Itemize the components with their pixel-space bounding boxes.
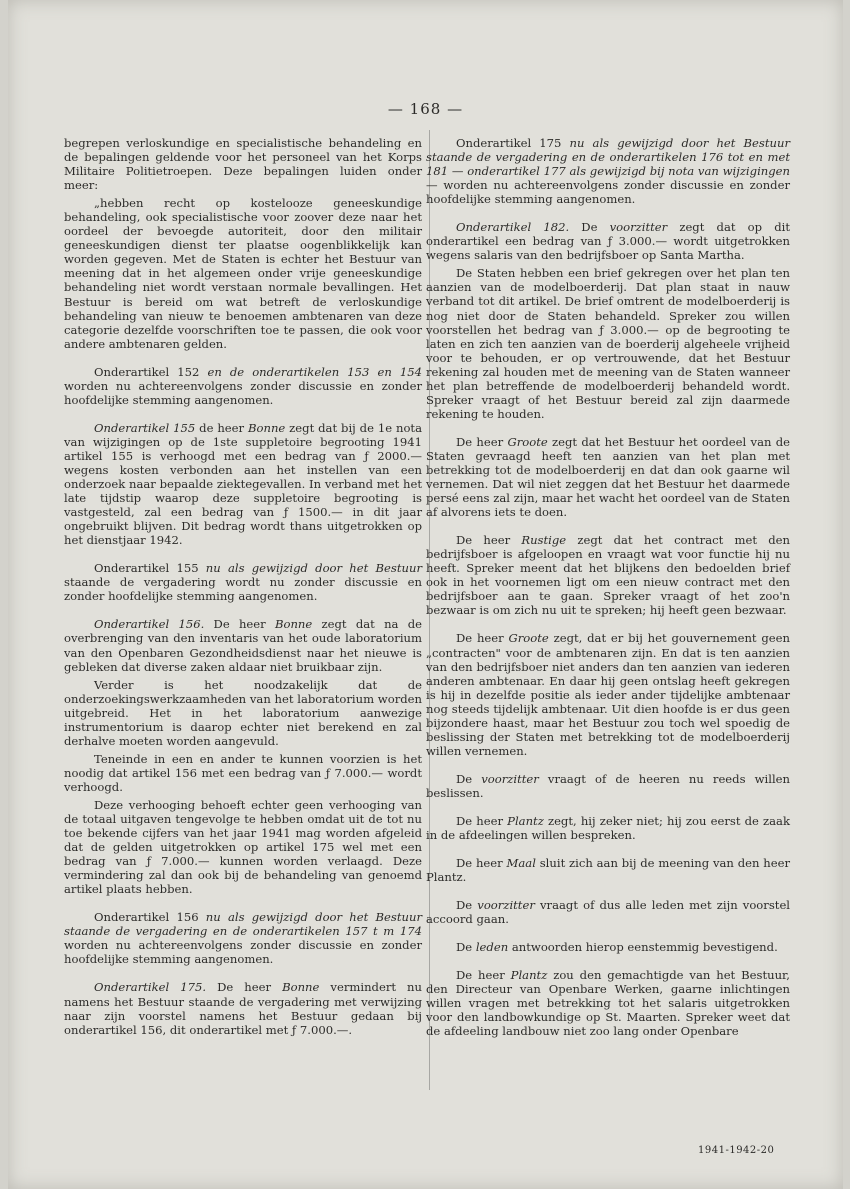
paragraph: De leden antwoorden hierop eenstemmig bevestigend.: [456, 940, 778, 955]
paragraph: Onderartikel 152 en de onderartikelen 153 en 154 worden nu achtereenvolgens zonder discussie en zonder hoofdelijke stemming aangenomen.: [64, 364, 422, 407]
paragraph: De heer Rustige zegt dat het contract met den bedrijfsboer is afgeloopen en vraagt wat voor functie hij nu heeft. Spreker meent dat het blijkens den bedoelden brief ook in het voornemen ligt om een nieuw contract met den bedrijfsboer aan te gaan. Spreker vraagt of het zoo'n bezwaar is om zich nu uit te spreken; hij heeft geen bezwaar.: [426, 533, 790, 618]
footer-code: 1941-1942-20: [698, 1145, 775, 1156]
paragraph: Onderartikel 155 de heer Bonne zegt dat bij de 1e nota van wijzigingen op de 1ste suppletoire begrooting 1941 artikel 155 is verhoogd met een bedrag van ƒ 2000.— wegens kosten verbonden aan het instellen van een onderzoek naar bepaalde ziektegevallen. In verband met het late tijdstip waarop deze suppletoire begrooting is vastgesteld, zal een bedrag van ƒ 1500.— in dit jaar ongebruikt blijven. Dit bedrag wordt thans uitgetrokken op het dienstjaar 1942.: [64, 420, 423, 548]
paragraph: De heer Plantz zegt, hij zeker niet; hij zou eerst de zaak in de afdeelingen willen bespreken.: [426, 813, 790, 843]
paragraph: Onderartikel 182. De voorzitter zegt dat op dit onderartikel een bedrag van ƒ 3.000.— wordt uitgetrokken wegens salaris van den bedrijfsboer op Santa Martha.: [426, 220, 790, 263]
paragraph: De heer Groote zegt, dat er bij het gouvernement geen „contracten" voor de ambtenaren zijn. En dat is ten aanzien van den bedrijfsboer niet anders dan ten aanzien van iederen anderen ambtenaar. En daar hij geen ontslag heeft gekregen is hij in dezelfde positie als ieder ander tijdelijke ambtenaar nog steeds tijdelijk ambtenaar. Uit dien hoofde is er dus geen bijzondere haast, maar het Bestuur zou toch wel spoedig de beslissing der Staten met betrekking tot de modelboerderij willen vernemen.: [426, 631, 790, 758]
paragraph: Onderartikel 156 nu als gewijzigd door het Bestuur staande de vergadering en de onderartikelen 157 t m 174 worden nu achtereenvolgens zonder discussie en zonder hoofdelijke stemming aangenomen.: [64, 910, 422, 967]
right-column: [426, 136, 790, 1043]
paragraph: „hebben recht op kostelooze geneeskundige behandeling, ook specialistische voor zoover deze naar het oordeel der bevoegde autoriteit, door den militair geneeskundigen dienst ter plaatse oogenblikkelijk kan worden gegeven. Met de Staten is echter het Bestuur van meening dat in het algemeen onder vrije geneeskundige behandeling niet wordt verstaan normale bevallingen. Het Bestuur is bereid om wat betreft de verloskundige behandeling van nieuw te benoemen ambtenaren van deze categorie dezelfde voorschriften toe te passen, die ook voor andere ambtenaren gelden.: [64, 196, 422, 351]
left-column: [64, 136, 422, 1041]
page-number: — 168 —: [387, 100, 464, 118]
paragraph: De heer Groote zegt dat het Bestuur het oordeel van de Staten gevraagd heeft ten aanzien van het plan met betrekking tot de modelboerderij en dat dan ook gaarne wil vernemen. Dat wil niet zeggen dat het Bestuur het daarmede persé eens zal zijn, maar het wacht het oordeel van de Staten af alvorens iets te doen.: [426, 434, 791, 520]
document-page: [8, 0, 843, 1189]
paragraph: De voorzitter vraagt of de heeren nu reeds willen beslissen.: [426, 771, 790, 800]
paragraph: De heer Plantz zou den gemachtigde van het Bestuur, den Directeur van Openbare Werken, gaarne inlichtingen willen vragen met betrekking tot het salaris uitgetrokken voor den landbowkundige op St. Maarten. Spreker weet dat de afdeeling landbouw niet zoo lang onder Openbare: [426, 968, 790, 1039]
paragraph: De voorzitter vraagt of dus alle leden met zijn voorstel accoord gaan.: [426, 898, 791, 927]
paragraph: Onderartikel 156. De heer Bonne zegt dat na de overbrenging van den inventaris van het oude laboratorium van den Openbaren Gezondheidsdienst naar het nieuwe is gebleken dat diverse zaken aldaar niet bruikbaar zijn.: [64, 617, 423, 674]
paragraph: Deze verhooging behoeft echter geen verhooging van de totaal uitgaven tengevolge te hebben omdat uit de tot nu toe bekende cijfers van het jaar 1941 mag worden afgeleid dat de gelden uitgetrokken op artikel 175 wel met een bedrag van ƒ 7.000.— kunnen worden verlaagd. Deze vermindering zal dan ook bij de behandeling van genoemd artikel plaats hebben.: [64, 797, 422, 897]
paragraph: Teneinde in een en ander te kunnen voorzien is het noodig dat artikel 156 met een bedrag van ƒ 7.000.— wordt verhoogd.: [64, 751, 422, 794]
paragraph: begrepen verloskundige en specialistische behandeling en de bepalingen geldende voor het personeel van het Korps Militaire Politietroepen. Deze bepalingen luiden onder meer:: [64, 136, 422, 193]
paragraph: Onderartikel 155 nu als gewijzigd door het Bestuur staande de vergadering wordt nu zonder discussie en zonder hoofdelijke stemming aangenomen.: [64, 561, 422, 604]
paragraph: Onderartikel 175. De heer Bonne vermindert nu namens het Bestuur staande de vergadering met verwijzing naar zijn voorstel namens het Bestuur gedaan bij onderartikel 156, dit onderartikel met ƒ 7.000.—.: [64, 980, 422, 1037]
paragraph: De heer Maal sluit zich aan bij de meening van den heer Plantz.: [426, 856, 790, 885]
paragraph: Onderartikel 175 nu als gewijzigd door het Bestuur staande de vergadering en de onderartikelen 176 tot en met 181 — onderartikel 177 als gewijzigd bij nota van wijzigingen — worden nu achtereenvolgens zonder discussie en zonder hoofdelijke stemming aangenomen.: [426, 136, 790, 207]
paragraph: Verder is het noodzakelijk dat de onderzoekingswerkzaamheden van het laboratorium worden uitgebreid. Het in het laboratorium aanwezige instrumentorium is daarop echter niet berekend en zal derhalve moeten worden aangevuld.: [64, 677, 422, 748]
paragraph: De Staten hebben een brief gekregen over het plan ten aanzien van de modelboerderij. Dat plan staat in nauw verband tot dit artikel. De brief omtrent de modelboerderij is nog niet door de Staten behandeld. Spreker zou willen voorstellen het bedrag van ƒ 3.000.— op de begrooting te laten en zich ten aanzien van de boerderij algeheele vrijheid voor te behouden, er op vertrouwende, dat het Bestuur rekening zal houden met de meening van de Staten wanneer het plan betreffende de modelboerderij behandeld wordt. Spreker vraagt of het Bestuur bereid zal zijn daarmede rekening te houden.: [426, 266, 790, 421]
